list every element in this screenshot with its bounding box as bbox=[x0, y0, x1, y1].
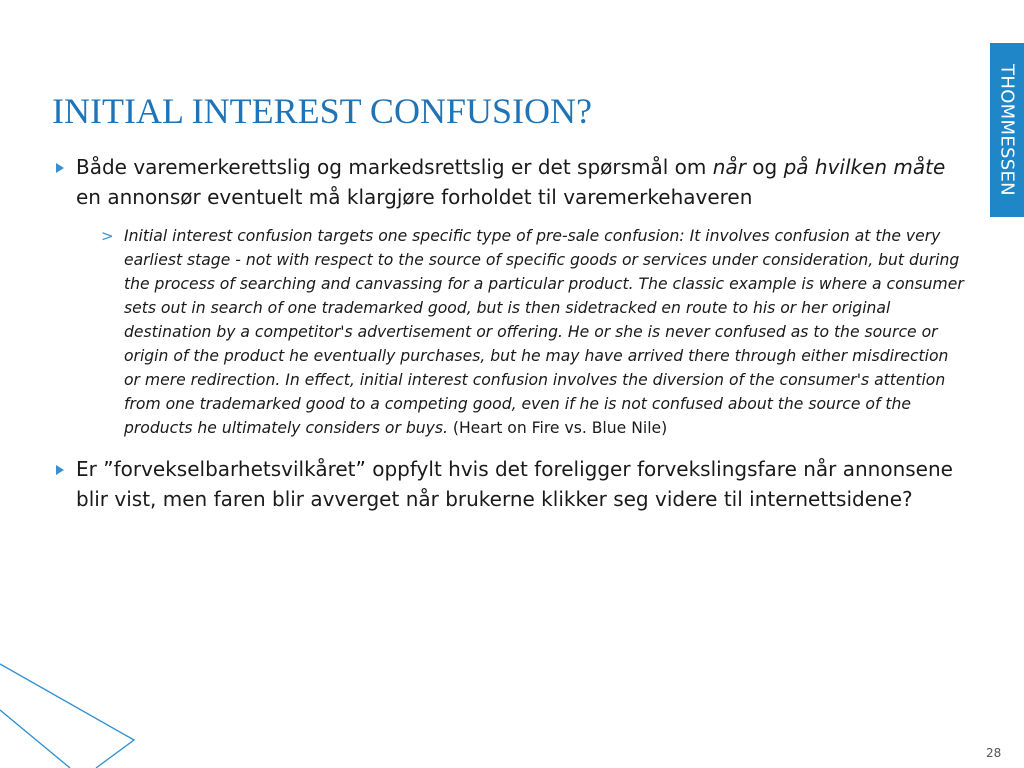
bullet-triangle-icon bbox=[56, 163, 64, 173]
slide-title: INITIAL INTEREST CONFUSION? bbox=[52, 91, 592, 131]
decor-line-lower bbox=[0, 710, 70, 768]
bullet-2 bbox=[56, 454, 968, 514]
bullet-1 bbox=[56, 152, 968, 212]
quote-italic-text: Initial interest confusion targets one specific type of pre-sale confusion: It involves confusion at the very earliest stage - not with respect to the source of specific goods or services under consideration, but during the process of searching and canvassing for a particular product. The classic example is where a consumer sets out in search of one trademarked good, but is then sidetracked en route to his or her original destination by a competitor's advertisement or offering. He or she is never confused as to the source or origin of the product he eventually purchases, but he may have arrived there through either misdirection or mere redirection. In effect, initial interest confusion involves the diversion of the consumer's attention from one trademarked good to a competing good, even if he is not confused about the source of the products he ultimately considers or buys. bbox=[124, 227, 964, 437]
logo-text: THOMMESSEN bbox=[996, 64, 1018, 196]
quote-text bbox=[124, 227, 964, 437]
bullet-1-segment-1: Både varemerkerettslig og markedsrettslig er det spørsmål om bbox=[76, 155, 713, 179]
slide-content bbox=[56, 152, 968, 514]
sub-bullet-quote bbox=[101, 224, 968, 440]
decor-line-upper bbox=[0, 664, 134, 768]
bullet-2-text: Er ”forvekselbarhetsvilkåret” oppfylt hvis det foreligger forvekslingsfare når annonsene blir vist, men faren blir avverget når brukerne klikker seg videre til internettsidene? bbox=[76, 457, 953, 511]
thommessen-logo bbox=[990, 43, 1024, 217]
bullet-1-segment-5: en annonsør eventuelt må klargjøre forholdet til varemerkehaveren bbox=[76, 185, 753, 209]
page-number: 28 bbox=[986, 746, 1002, 760]
quote-citation: (Heart on Fire vs. Blue Nile) bbox=[447, 419, 668, 437]
bullet-1-segment-2: når bbox=[712, 155, 746, 179]
bullet-1-text bbox=[76, 155, 945, 209]
bullet-1-segment-4: på hvilken måte bbox=[783, 155, 946, 179]
bullet-1-segment-3: og bbox=[745, 155, 784, 179]
bullet-triangle-icon bbox=[56, 465, 64, 475]
sub-bullet-chevron-icon: > bbox=[101, 227, 114, 245]
